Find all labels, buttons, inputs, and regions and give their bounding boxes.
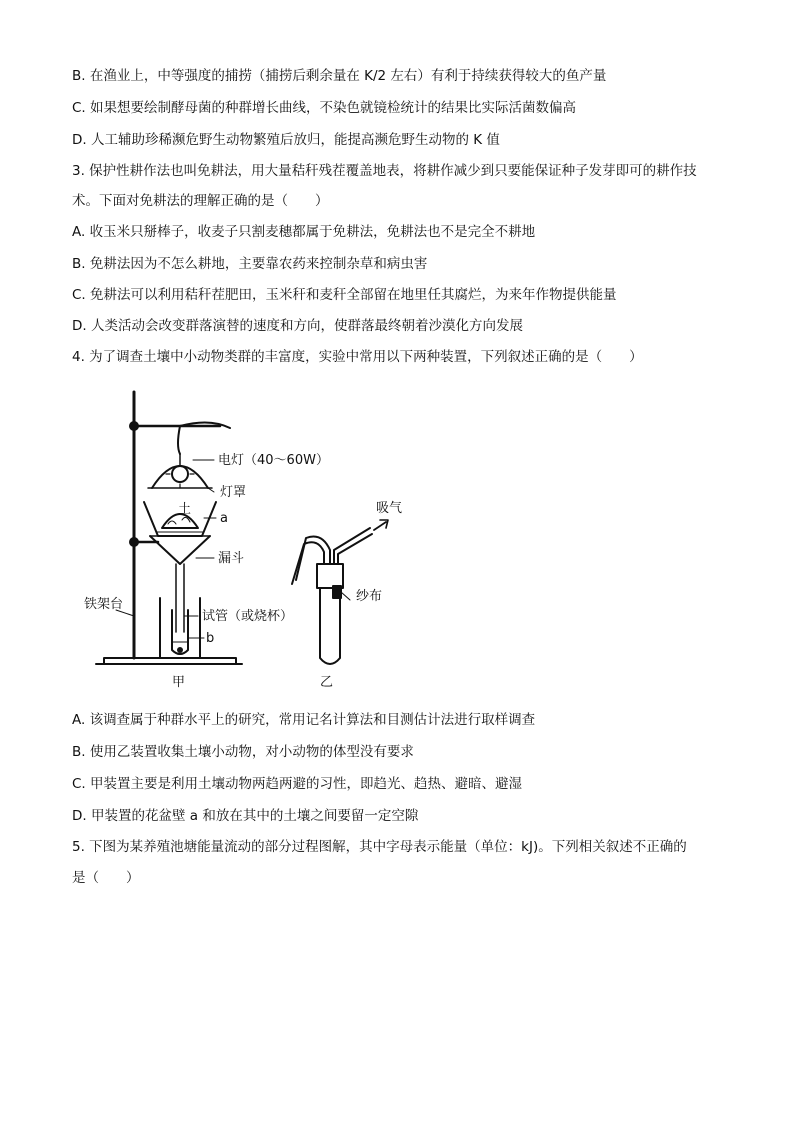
- funnel-label: 漏斗: [218, 551, 245, 566]
- mid-clamp-knob: [129, 537, 139, 547]
- a-label: a: [220, 511, 228, 526]
- question-5-stem-cont: 是（ ）: [72, 870, 140, 886]
- funnel: [150, 536, 210, 564]
- question-3-stem: 3. 保护性耕作法也叫免耕法，用大量秸秆残茬覆盖地表，将耕作减少到只要能保证种子发芽即可的耕作技: [72, 163, 697, 179]
- option-3D: D. 人类活动会改变群落演替的速度和方向，使群落最终朝着沙漠化方向发展: [72, 318, 523, 334]
- aspirator-tube: [320, 588, 340, 664]
- top-clamp-knob: [129, 421, 139, 431]
- option-3A: A. 收玉米只掰棒子，收麦子只割麦穗都属于免耕法，免耕法也不是完全不耕地: [72, 224, 536, 240]
- suck-label: 吸气: [376, 501, 403, 516]
- lamp-wire: [178, 426, 180, 454]
- option-3B: B. 免耕法因为不怎么耕地，主要靠农药来控制杂草和病虫害: [72, 256, 428, 272]
- option-4A: A. 该调查属于种群水平上的研究，常用记名计算法和目测估计法进行取样调查: [72, 712, 536, 728]
- option-2D: D. 人工辅助珍稀濒危野生动物繁殖后放归，能提高濒危野生动物的 K 值: [72, 132, 500, 148]
- gauze: [333, 586, 341, 598]
- question-4-stem: 4. 为了调查土壤中小动物类群的丰富度，实验中常用以下两种装置，下列叙述正确的是（ ）: [72, 349, 643, 365]
- soil-label: 土: [178, 502, 192, 517]
- tube-label: 试管（或烧杯）: [202, 609, 294, 624]
- option-4C: C. 甲装置主要是利用土壤动物两趋两避的习性，即趋光、趋热、避暗、避湿: [72, 776, 523, 792]
- jia-label: 甲: [172, 675, 186, 690]
- stand-label: 铁架台: [84, 597, 124, 612]
- shade-label: 灯罩: [220, 485, 247, 500]
- b-label: b: [206, 631, 215, 646]
- gauze-label: 纱布: [356, 589, 383, 604]
- question-5-stem: 5. 下图为某养殖池塘能量流动的部分过程图解，其中字母表示能量（单位：kJ)。下列相关叙述不正确的: [72, 839, 687, 855]
- option-2C: C. 如果想要绘制酵母菌的种群增长曲线，不染色就镜检统计的结果比实际活菌数偏高: [72, 100, 577, 116]
- apparatus-figure: [80, 388, 500, 693]
- aspirator-stopper: [317, 564, 343, 588]
- option-4D: D. 甲装置的花盆壁 a 和放在其中的土壤之间要留一定空隙: [72, 808, 419, 824]
- lamp-label: 电灯（40～60W）: [218, 453, 329, 468]
- apparatus-svg: [80, 388, 500, 693]
- option-3C: C. 免耕法可以利用秸秆茬肥田，玉米秆和麦秆全部留在地里任其腐烂，为来年作物提供能量: [72, 287, 617, 303]
- yi-label: 乙: [320, 675, 334, 690]
- lamp-bulb: [172, 466, 188, 482]
- option-2B: B. 在渔业上，中等强度的捕捞（捕捞后剩余量在 K/2 左右）有利于持续获得较大的鱼产量: [72, 68, 607, 84]
- option-4B: B. 使用乙装置收集土壤小动物，对小动物的体型没有要求: [72, 744, 414, 760]
- question-3-stem-cont: 术。下面对免耕法的理解正确的是（ ）: [72, 193, 329, 209]
